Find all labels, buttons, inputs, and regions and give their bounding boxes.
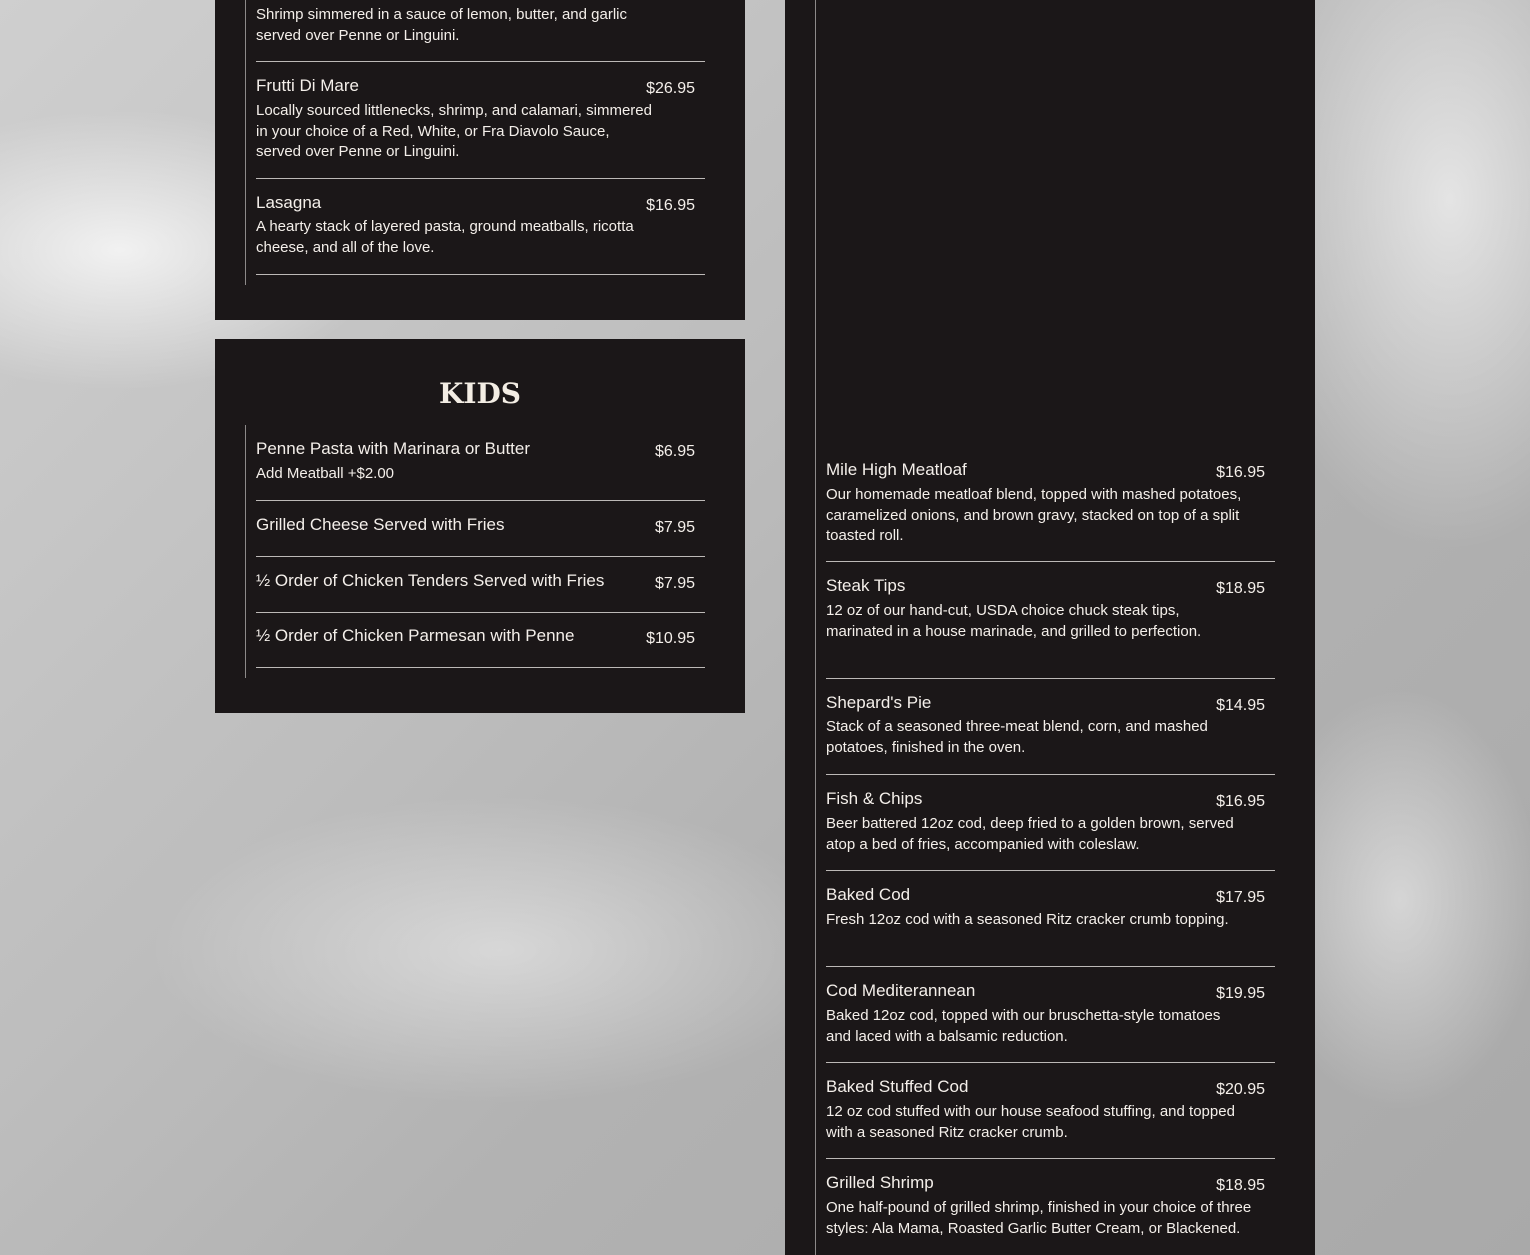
item-price: $17.95	[1216, 889, 1265, 906]
item-description: Our homemade meatloaf blend, topped with mashed potatoes, caramelized onions, and brown gravy, stacked on top of a split toasted roll.	[826, 486, 1242, 544]
item-description: Add Meatball +$2.00	[256, 465, 395, 482]
item-description: One half-pound of grilled shrimp, finished in your choice of three styles: Ala Mama, Roasted Garlic Butter Cream, or Blackened.	[826, 1199, 1252, 1237]
item-name: Baked Stuffed Cod	[826, 1077, 969, 1096]
menu-item	[826, 1159, 1275, 1255]
item-name: Grilled Shrimp	[826, 1173, 934, 1192]
item-price: $18.95	[1216, 580, 1265, 597]
item-description: Fresh 12oz cod with a seasoned Ritz cracker crumb topping.	[826, 911, 1229, 928]
menu-item	[256, 62, 705, 179]
item-price: $19.95	[1216, 985, 1265, 1002]
item-name: Steak Tips	[826, 576, 906, 595]
entrees-divider-line	[815, 0, 816, 1255]
item-name: Cod Mediterannean	[826, 981, 976, 1000]
item-description: Stack of a seasoned three-meat blend, corn, and mashed potatoes, finished in the oven.	[826, 718, 1208, 756]
item-description: Baked 12oz cod, topped with our bruschetta-style tomatoes and laced with a balsamic reduction.	[826, 1007, 1221, 1045]
item-description: A hearty stack of layered pasta, ground meatballs, ricotta cheese, and all of the love.	[256, 218, 634, 256]
item-name: ½ Order of Chicken Parmesan with Penne	[256, 626, 575, 645]
item-name: Lasagna	[256, 193, 322, 212]
item-price: $6.95	[654, 443, 695, 460]
kids-menu-panel	[215, 339, 745, 713]
menu-item	[826, 871, 1275, 967]
menu-item	[256, 179, 705, 275]
item-price: $20.95	[1216, 1081, 1265, 1098]
item-price: $14.95	[1216, 697, 1265, 714]
menu-item	[826, 446, 1275, 562]
menu-item	[826, 967, 1275, 1063]
menu-item	[826, 1063, 1275, 1159]
item-name: ½ Order of Chicken Tenders Served with Fries	[256, 571, 605, 590]
item-description: Shrimp simmered in a sauce of lemon, butter, and garlic served over Penne or Linguini.	[256, 6, 628, 44]
item-name: Mile High Meatloaf	[826, 460, 967, 479]
item-name: Frutti Di Mare	[256, 76, 359, 95]
item-price: $16.95	[1216, 464, 1265, 481]
item-name: Grilled Cheese Served with Fries	[256, 515, 505, 534]
item-price: $26.95	[646, 80, 695, 97]
item-description: 12 oz cod stuffed with our house seafood stuffing, and topped with a seasoned Ritz cracker crumb.	[826, 1103, 1235, 1141]
menu-item	[256, 0, 705, 62]
item-price: $16.95	[646, 197, 695, 214]
item-name: Baked Cod	[826, 885, 911, 904]
section-title: KIDS	[439, 377, 521, 410]
item-name: Fish & Chips	[826, 789, 923, 808]
menu-item	[826, 775, 1275, 871]
item-name: Shepard's Pie	[826, 693, 932, 712]
item-price: $16.95	[1216, 793, 1265, 810]
menu-item	[256, 425, 705, 501]
item-price: $10.95	[646, 630, 695, 647]
item-price: $7.95	[654, 575, 695, 592]
item-name: Penne Pasta with Marinara or Butter	[256, 439, 531, 458]
pasta-menu-panel	[215, 0, 745, 320]
menu-item	[256, 557, 705, 613]
item-description: Beer battered 12oz cod, deep fried to a golden brown, served atop a bed of fries, accompanied with coleslaw.	[826, 815, 1234, 853]
item-description: 12 oz of our hand-cut, USDA choice chuck steak tips, marinated in a house marinade, and grilled to perfection.	[826, 602, 1202, 640]
pasta-divider-line	[245, 0, 246, 285]
menu-item	[256, 613, 705, 668]
item-description: Locally sourced littlenecks, shrimp, and calamari, simmered in your choice of a Red, White, or Fra Diavolo Sauce, served over Penne or Linguini.	[256, 102, 652, 160]
kids-divider-line	[245, 425, 246, 678]
menu-item	[826, 562, 1275, 679]
menu-item	[826, 679, 1275, 775]
entrees-menu-panel	[785, 0, 1315, 1255]
item-price: $7.95	[654, 519, 695, 536]
item-price: $18.95	[1216, 1177, 1265, 1194]
menu-item	[256, 501, 705, 557]
